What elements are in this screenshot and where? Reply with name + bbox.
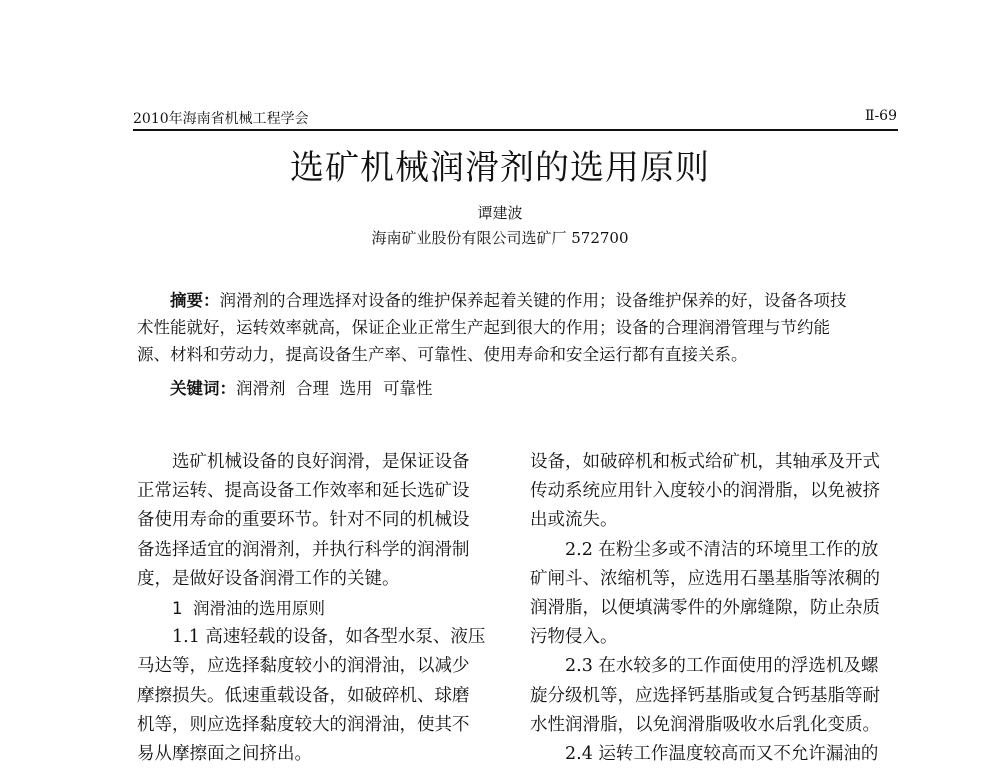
- body-line: 马达等，应选择黏度较小的润滑油，以减少: [137, 656, 470, 677]
- body-line: 备选择适宜的润滑剂，并执行科学的润滑制: [137, 539, 470, 560]
- body-line: 2.3 在水较多的工作面使用的浮选机及螺: [565, 656, 879, 677]
- body-line: 备使用寿命的重要环节。针对不同的机械设: [137, 510, 470, 531]
- body-line: 机等，则应选择黏度较大的润滑油，使其不: [137, 714, 470, 735]
- body-line: 旋分级机等，应选择钙基脂或复合钙基脂等耐: [530, 685, 880, 706]
- right-column: [530, 448, 880, 769]
- abstract-label: 摘要：: [170, 291, 220, 310]
- header-rule: [133, 129, 898, 131]
- abstract-line: 源、材料和劳动力，提高设备生产率、可靠性、使用寿命和安全运行都有直接关系。: [137, 345, 748, 364]
- page-number: Ⅱ-69: [864, 108, 897, 124]
- body-line: 摩擦损失。低速重载设备，如破碎机、球磨: [137, 685, 470, 706]
- section-heading: 1 润滑油的选用原则: [172, 598, 325, 618]
- body-line: 2.2 在粉尘多或不清洁的环境里工作的放: [565, 539, 879, 560]
- abstract-line: 术性能就好，运转效率就高，保证企业正常生产起到很大的作用；设备的合理润滑管理与节约能: [137, 318, 830, 337]
- body-line: 水性润滑脂，以免润滑脂吸收水后乳化变质。: [530, 714, 880, 735]
- abstract-line: [170, 287, 847, 311]
- left-column: [137, 448, 485, 769]
- affiliation: 海南矿业股份有限公司选矿厂 572700: [371, 229, 629, 247]
- body-line: 设备，如破碎机和板式给矿机，其轴承及开式: [530, 452, 880, 472]
- author: 谭建波: [477, 204, 523, 222]
- keywords-text: 润滑剂 合理 选用 可靠性: [236, 379, 433, 398]
- body-line: 2.4 运转工作温度较高而又不允许漏油的: [565, 743, 879, 764]
- body-line: 传动系统应用针入度较小的润滑脂，以免被挤: [530, 481, 880, 502]
- body-line: 矿闸斗、浓缩机等，应选用石墨基脂等浓稠的: [530, 568, 880, 589]
- keywords-label: 关键词：: [170, 379, 236, 398]
- body-line: 度，是做好设备润滑工作的关键。: [137, 568, 400, 589]
- body-line: 1.1 高速轻载的设备，如各型水泵、液压: [172, 627, 486, 648]
- body-line: 易从摩擦面之间挤出。: [137, 743, 312, 764]
- abstract-text: 润滑剂的合理选择对设备的维护保养起着关键的作用；设备维护保养的好，设备各项技: [219, 291, 847, 310]
- body-line: 选矿机械设备的良好润滑，是保证设备: [172, 452, 470, 472]
- body-line: 污物侵入。: [530, 627, 618, 648]
- keywords: [170, 375, 432, 399]
- body-line: 出或流失。: [530, 510, 618, 531]
- paper-title: 选矿机械润滑剂的选用原则: [290, 148, 710, 188]
- body-line: 正常运转、提高设备工作效率和延长选矿设: [137, 481, 470, 502]
- running-header-journal: 2010年海南省机械工程学会: [133, 111, 309, 127]
- body-line: 润滑脂，以便填满零件的外廓缝隙，防止杂质: [530, 597, 880, 618]
